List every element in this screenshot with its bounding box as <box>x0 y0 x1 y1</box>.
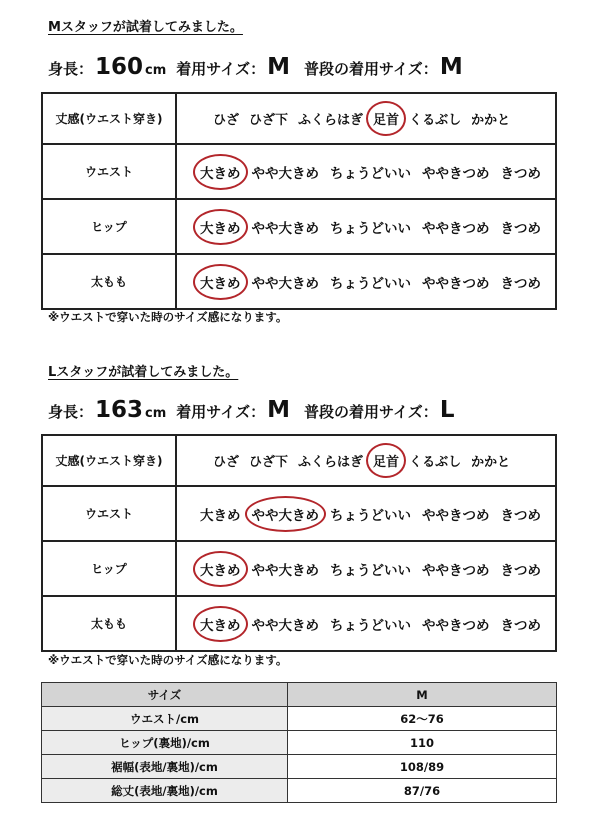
wear-size-value: M <box>267 397 290 423</box>
option-length: ひざ <box>213 455 240 470</box>
size-spec-label: 総丈(表地/裏地)/cm <box>42 779 288 803</box>
option-fit: ややきつめ <box>422 220 490 237</box>
fit-table-l <box>41 434 557 652</box>
size-spec-table <box>41 682 557 803</box>
size-spec-header-row <box>42 683 557 707</box>
section-m-title: Mスタッフが試着してみました。 <box>48 20 243 35</box>
option-fit: やや大きめ <box>252 504 320 524</box>
option-fit: ちょうどいい <box>330 220 411 237</box>
option-length: かかと <box>471 455 511 470</box>
wear-size-label: 着用サイズ： <box>176 403 266 421</box>
size-spec-row <box>42 755 557 779</box>
option-fit: ちょうどいい <box>330 507 411 524</box>
fit-row <box>42 144 556 199</box>
size-spec-row <box>42 779 557 803</box>
length-row <box>42 93 556 144</box>
length-row <box>42 435 556 486</box>
usual-size-value: L <box>439 397 455 423</box>
selected-circle <box>245 496 327 532</box>
option-fit: 大きめ <box>200 272 241 292</box>
option-fit: ちょうどいい <box>330 562 411 579</box>
size-header-value: M <box>288 683 557 707</box>
option-fit: ややきつめ <box>422 507 490 524</box>
selected-circle <box>193 154 248 190</box>
option-fit: 大きめ <box>200 162 241 182</box>
section-m-note: ※ウエストで穿いた時のサイズ感になります。 <box>48 310 288 324</box>
option-fit: ややきつめ <box>422 617 490 634</box>
selected-circle <box>193 606 248 642</box>
height-unit: cm <box>145 63 167 78</box>
option-length: ひざ下 <box>249 113 289 128</box>
option-fit: やや大きめ <box>251 617 319 634</box>
option-fit: きつめ <box>500 617 541 634</box>
option-fit: 大きめ <box>200 217 241 237</box>
option-fit: きつめ <box>500 220 541 237</box>
option-fit: きつめ <box>500 275 541 292</box>
selected-circle <box>193 264 248 300</box>
fit-row <box>42 596 556 651</box>
fit-row <box>42 486 556 541</box>
height-value: 160 <box>95 54 144 80</box>
fit-row <box>42 541 556 596</box>
size-spec-row <box>42 707 557 731</box>
usual-size-value: M <box>439 54 463 80</box>
option-length: 足首 <box>373 451 399 470</box>
selected-circle <box>366 443 406 478</box>
length-label: 丈感(ウエスト穿き) <box>42 435 176 486</box>
selected-circle <box>193 209 248 245</box>
fit-table-m <box>41 92 557 310</box>
usual-size-label: 普段の着用サイズ： <box>304 403 438 421</box>
fit-row-label: 太もも <box>42 254 176 309</box>
length-label: 丈感(ウエスト穿き) <box>42 93 176 144</box>
option-fit: ちょうどいい <box>330 165 411 182</box>
option-length: くるぶし <box>409 455 462 470</box>
usual-size-label: 普段の着用サイズ： <box>304 60 438 78</box>
option-fit: きつめ <box>500 507 541 524</box>
fit-row <box>42 254 556 309</box>
fit-row <box>42 199 556 254</box>
selected-circle <box>366 101 406 136</box>
size-spec-label: 裾幅(表地/裏地)/cm <box>42 755 288 779</box>
option-length: ひざ <box>213 113 240 128</box>
option-length: ひざ下 <box>249 455 289 470</box>
fit-row-label: ヒップ <box>42 199 176 254</box>
option-fit: ちょうどいい <box>330 617 411 634</box>
option-length: ふくらはぎ <box>298 113 364 128</box>
size-spec-row <box>42 731 557 755</box>
option-fit: きつめ <box>500 165 541 182</box>
option-fit: ちょうどいい <box>330 275 411 292</box>
section-m-stats <box>48 54 465 80</box>
option-length: ふくらはぎ <box>298 455 364 470</box>
size-spec-label: ウエスト/cm <box>42 707 288 731</box>
size-header-label: サイズ <box>42 683 288 707</box>
selected-circle <box>193 551 248 587</box>
wear-size-label: 着用サイズ： <box>176 60 266 78</box>
size-spec-value: 87/76 <box>288 779 557 803</box>
height-label: 身長： <box>48 403 94 421</box>
option-fit: ややきつめ <box>422 165 490 182</box>
section-l-title: Lスタッフが試着してみました。 <box>48 365 239 380</box>
option-fit: 大きめ <box>200 559 241 579</box>
height-label: 身長： <box>48 60 94 78</box>
option-length: くるぶし <box>409 113 462 128</box>
fit-row-label: ウエスト <box>42 144 176 199</box>
fit-row-label: 太もも <box>42 596 176 651</box>
option-length: かかと <box>471 113 511 128</box>
section-l-note: ※ウエストで穿いた時のサイズ感になります。 <box>48 653 288 667</box>
size-spec-value: 110 <box>288 731 557 755</box>
option-fit: ややきつめ <box>422 562 490 579</box>
section-l-stats <box>48 397 456 423</box>
option-fit: やや大きめ <box>251 165 319 182</box>
option-fit: やや大きめ <box>251 220 319 237</box>
option-length: 足首 <box>373 109 399 128</box>
option-fit: 大きめ <box>200 507 241 524</box>
height-unit: cm <box>145 406 167 421</box>
option-fit: 大きめ <box>200 614 241 634</box>
height-value: 163 <box>95 397 144 423</box>
option-fit: やや大きめ <box>251 562 319 579</box>
fit-row-label: ヒップ <box>42 541 176 596</box>
size-spec-label: ヒップ(裏地)/cm <box>42 731 288 755</box>
wear-size-value: M <box>267 54 290 80</box>
option-fit: やや大きめ <box>251 275 319 292</box>
option-fit: きつめ <box>500 562 541 579</box>
size-spec-value: 62〜76 <box>288 707 557 731</box>
size-spec-value: 108/89 <box>288 755 557 779</box>
fit-row-label: ウエスト <box>42 486 176 541</box>
option-fit: ややきつめ <box>422 275 490 292</box>
